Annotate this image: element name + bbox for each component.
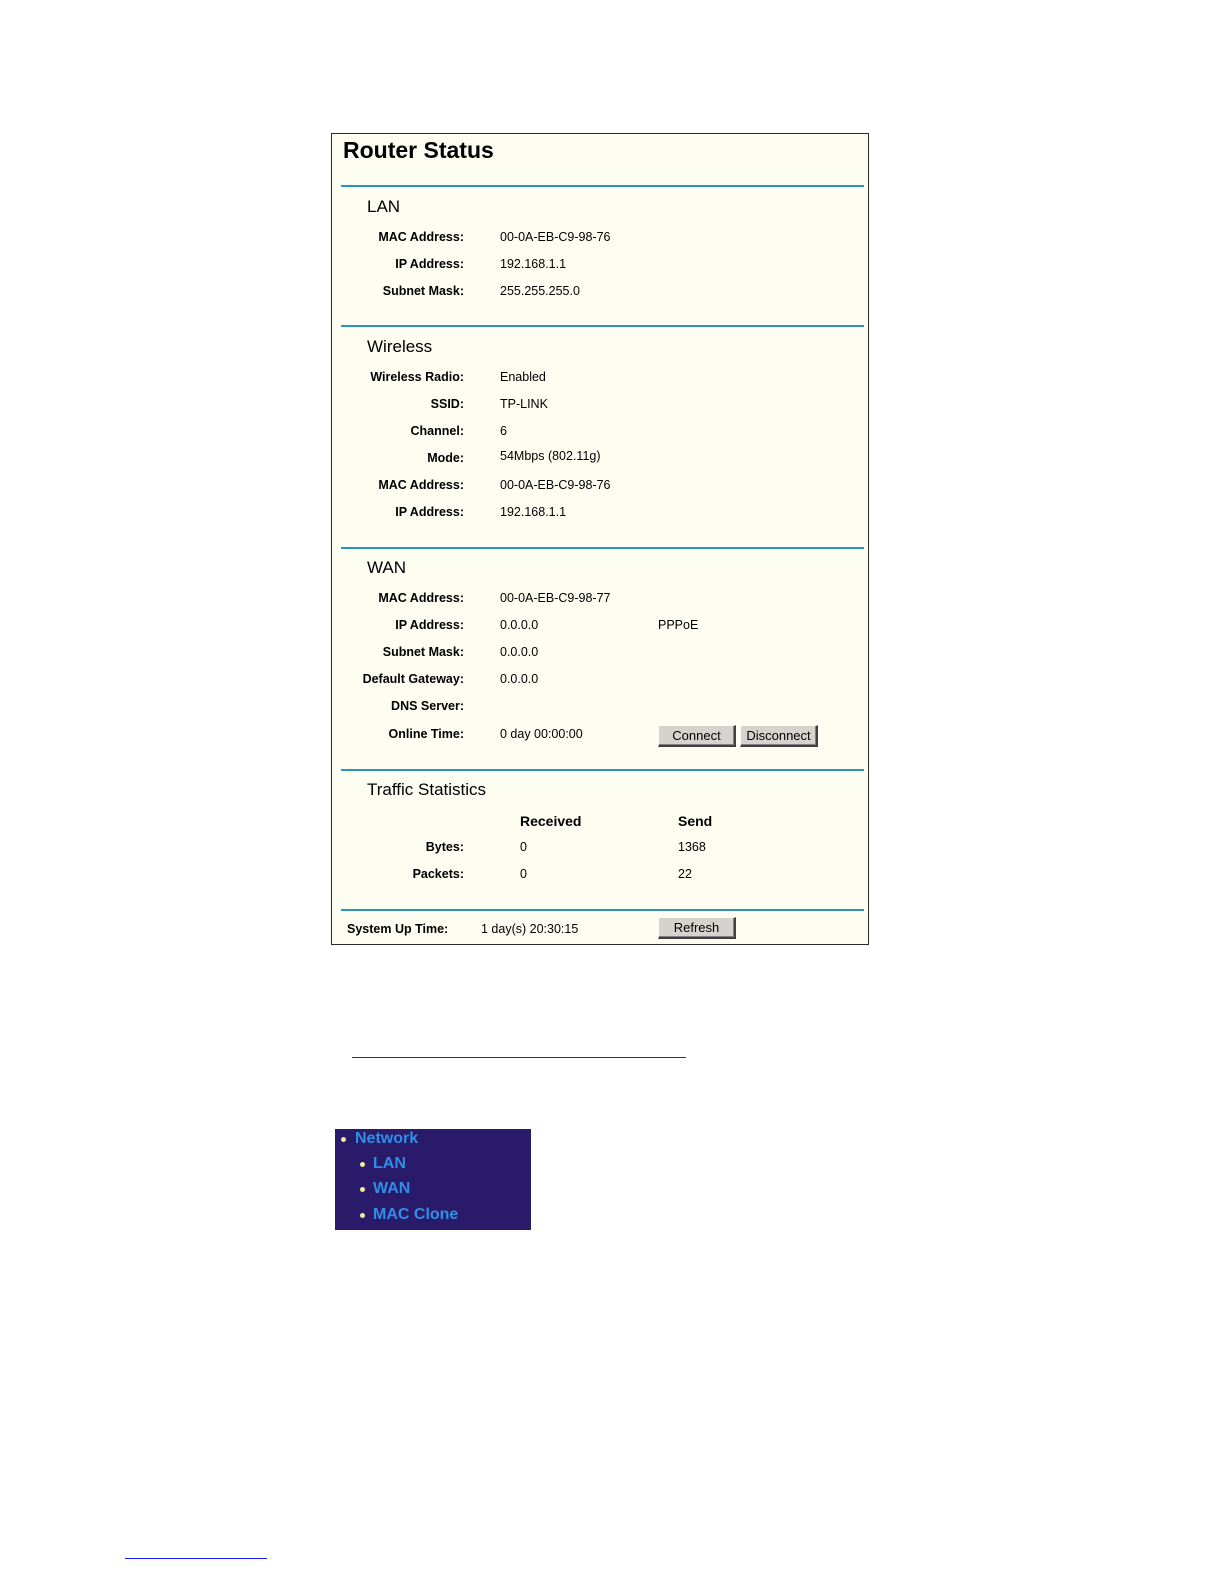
- wan-mac-label: MAC Address:: [378, 591, 464, 605]
- wireless-ip-value: 192.168.1.1: [500, 505, 567, 519]
- wan-dns-label: DNS Server:: [391, 699, 464, 713]
- section-divider: [341, 769, 864, 771]
- bullet-icon: [360, 1162, 365, 1167]
- traffic-bytes-received: 0: [520, 840, 527, 854]
- disconnect-button[interactable]: Disconnect: [740, 725, 818, 747]
- bullet-icon: [360, 1187, 365, 1192]
- router-status-panel: [331, 133, 869, 945]
- bullet-icon: [341, 1137, 346, 1142]
- section-divider: [341, 185, 864, 187]
- wan-heading: WAN: [367, 558, 407, 577]
- wireless-ssid-value: TP-LINK: [500, 397, 548, 411]
- section-divider: [341, 547, 864, 549]
- lan-ip-value: 192.168.1.1: [500, 257, 567, 271]
- wan-online-time-label: Online Time:: [388, 727, 464, 741]
- wan-mac-value: 00-0A-EB-C9-98-77: [500, 591, 611, 605]
- traffic-bytes-label: Bytes:: [425, 840, 464, 854]
- traffic-heading: Traffic Statistics: [367, 780, 487, 799]
- wireless-mode-value: 54Mbps (802.11g): [500, 449, 601, 463]
- wireless-channel-value: 6: [500, 424, 507, 438]
- wireless-channel-label: Channel:: [410, 424, 464, 438]
- traffic-packets-label: Packets:: [412, 867, 464, 881]
- section-divider: [341, 325, 864, 327]
- traffic-packets-received: 0: [520, 867, 527, 881]
- nav-item-wan[interactable]: WAN: [373, 1180, 411, 1197]
- connect-button[interactable]: Connect: [658, 725, 736, 747]
- wan-ip-value: 0.0.0.0: [500, 618, 539, 632]
- wireless-mac-value: 00-0A-EB-C9-98-76: [500, 478, 611, 492]
- wan-gateway-label: Default Gateway:: [362, 672, 464, 686]
- lan-mac-value: 00-0A-EB-C9-98-76: [500, 230, 611, 244]
- link-underline: [352, 1057, 686, 1058]
- wireless-mac-label: MAC Address:: [378, 478, 464, 492]
- wan-online-time-value: 0 day 00:00:00: [500, 727, 583, 741]
- traffic-send-header: Send: [678, 813, 713, 829]
- nav-menu: [335, 1129, 531, 1230]
- nav-item-mac-clone[interactable]: MAC Clone: [373, 1206, 459, 1223]
- footer-underline: [125, 1558, 267, 1559]
- traffic-received-header: Received: [520, 813, 582, 829]
- wan-ip-label: IP Address:: [395, 618, 464, 632]
- system-uptime-value: 1 day(s) 20:30:15: [481, 922, 579, 936]
- nav-item-lan[interactable]: LAN: [373, 1155, 406, 1172]
- bullet-icon: [360, 1213, 365, 1218]
- wireless-radio-label: Wireless Radio:: [370, 370, 464, 384]
- wireless-ip-label: IP Address:: [395, 505, 464, 519]
- wireless-heading: Wireless: [367, 337, 433, 356]
- wireless-radio-value: Enabled: [500, 370, 546, 384]
- wan-connection-type: PPPoE: [658, 618, 699, 632]
- wan-subnet-label: Subnet Mask:: [382, 645, 464, 659]
- lan-heading: LAN: [367, 197, 401, 216]
- section-divider: [341, 909, 864, 911]
- lan-subnet-value: 255.255.255.0: [500, 284, 580, 298]
- wan-gateway-value: 0.0.0.0: [500, 672, 539, 686]
- lan-subnet-label: Subnet Mask:: [382, 284, 464, 298]
- lan-ip-label: IP Address:: [395, 257, 464, 271]
- page-title: Router Status: [343, 137, 494, 163]
- nav-item-network[interactable]: Network: [355, 1130, 419, 1147]
- wan-subnet-value: 0.0.0.0: [500, 645, 539, 659]
- traffic-bytes-send: 1368: [678, 840, 706, 854]
- wireless-ssid-label: SSID:: [430, 397, 464, 411]
- refresh-button[interactable]: Refresh: [658, 917, 736, 939]
- traffic-packets-send: 22: [678, 867, 692, 881]
- lan-mac-label: MAC Address:: [378, 230, 464, 244]
- wireless-mode-label: Mode:: [427, 451, 464, 465]
- system-uptime-label: System Up Time:: [347, 922, 449, 936]
